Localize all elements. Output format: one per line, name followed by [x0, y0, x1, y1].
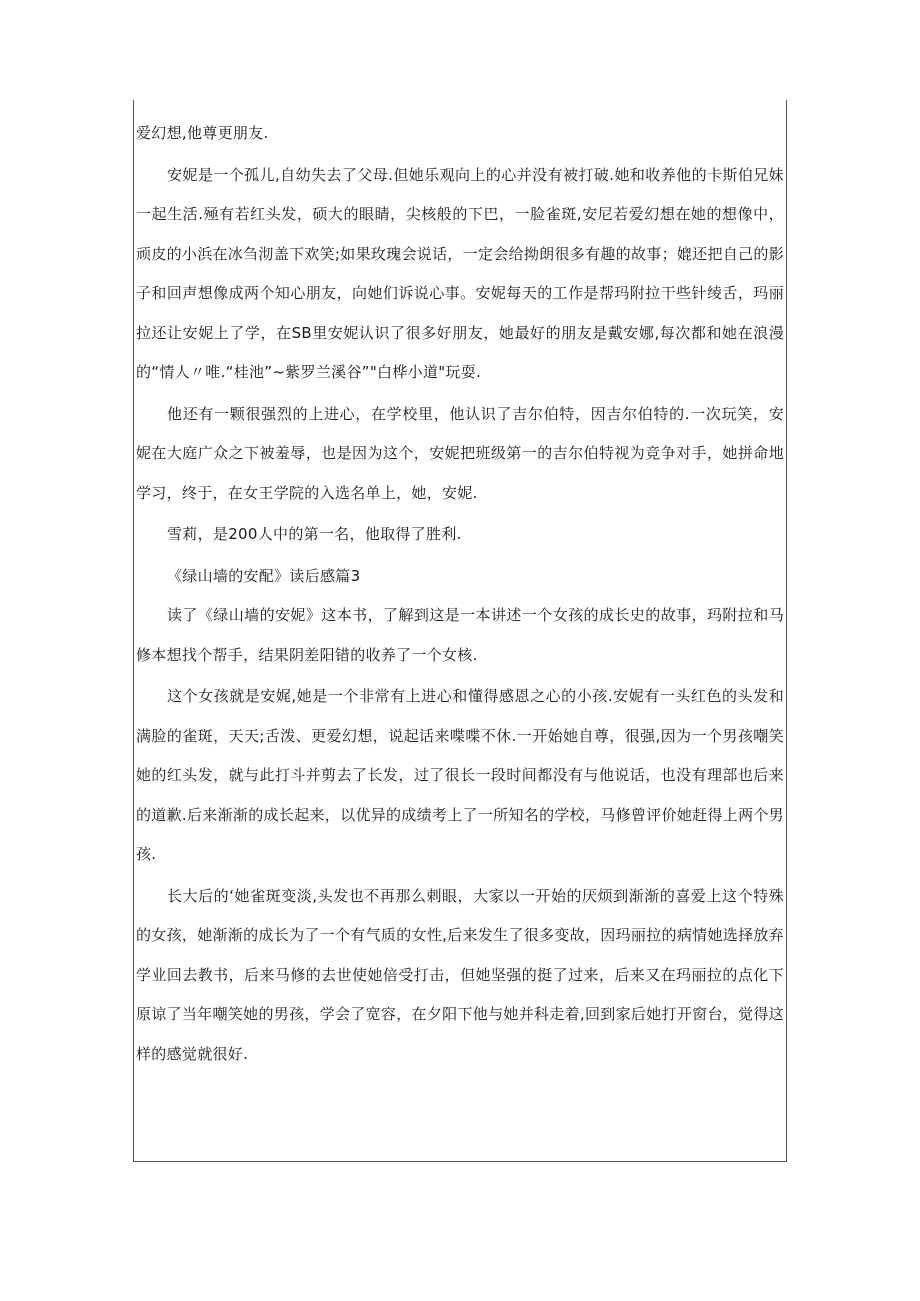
paragraph-3: 他还有一颗很强烈的上进心，在学校里，他认识了吉尔伯特，因吉尔伯特的.一次玩笑，安妮在大庭广众之下被羞辱，也是因为这个，安妮把班级第一的吉尔伯特视为竞争对手，她拼命地学习，终于，在女王学院的入选名单上，她，安妮. [136, 404, 784, 502]
paragraph-1: 爱幻想,他尊更朋友. [136, 124, 269, 142]
paragraph-7: 长大后的‘她雀斑变淡,头发也不再那么剌眼，大家以一开始的厌烦到渐渐的喜爱上这个特殊的女孩，她渐渐的成长为了一个有气质的女性,后来发生了很多变故，因玛丽拉的病情她选择放弃学业回去教书，后来马修的去世使她倍受打击，但她坚强的挺了过来，后来又在玛丽拉的点化下原谅了当年嘲笑她的男孩，学会了宽容，在夕阳下他与她并科走着,回到家后她打开窗台，觉得这样的感觉就很好. [136, 886, 784, 1063]
document-body [136, 114, 784, 1074]
paragraph-6: 这个女孩就是安娓,她是一个非常有上进心和懂得感恩之心的小孩.安妮有一头红色的头发和满脸的雀斑，天天;舌泼、更爱幻想，说起话来喋喋不休.一开始她自尊，很强,因为一个男孩嘲笑她的红头发，就与此打斗并剪去了长发，过了很长一段时间都没有与他说话，也没有理部也后来的道歉.后来渐渐的成长起来，以优异的成绩考上了一所知名的学校，马修曾评价她赶得上两个男孩. [136, 687, 784, 863]
paragraph-4: 雪莉，是200人中的第一名，他取得了胜利. [167, 525, 462, 543]
section-heading: 《绿山墙的安配》读后感篇3 [167, 566, 361, 585]
paragraph-2: 安妮是一个孤儿,自幼失去了父母.但她乐观向上的心并没有被打破.她和收养他的卡斯伯兄妹一起生活.殛有若红头发，硕大的眼睛，尖核般的下巴，一脸雀斑,安尼若爱幻想在她的想像中，顽皮的小浜在冰刍沏盖下欢笑;如果玫瑰会说话，一定会给拗朗很多有趣的故事；媲还把自己的影子和回声想像成两个知心朋友，向她们诉说心事。安妮每天的工作是帮玛附拉干些针绫舌，玛丽拉还让安妮上了学，在SB里安妮认识了很多好朋友，她最好的朋友是戴安娜,每次都和她在浪漫的“情人〃唯.“桂池”~紫罗兰溪谷”"白桦小道"玩耍. [136, 165, 784, 381]
paragraph-5: 读了《绿山墙的安妮》这本书，了解到这是一本讲述一个女孩的成长史的故事，玛附拉和马修本想找个帮手，结果阴差阳错的收养了一个女核. [136, 606, 784, 664]
